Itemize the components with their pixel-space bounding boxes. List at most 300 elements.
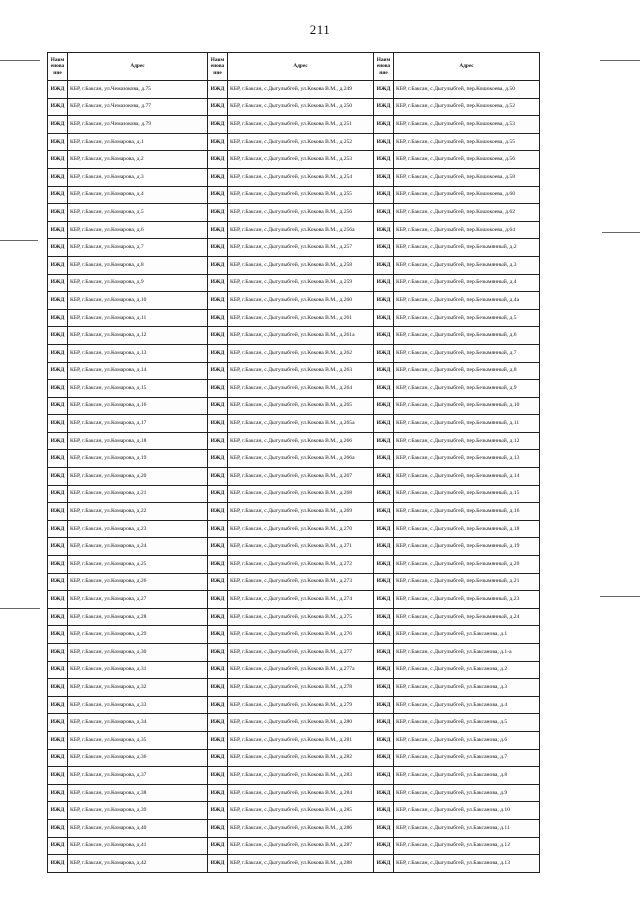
cell-address: КБР, г.Баксан, с.Дыгулыбгей, ул.Кокова В.М., д.258 [228,256,374,274]
table-row [48,591,540,609]
cell-kind: ИЖД [374,116,394,134]
cell-kind: ИЖД [374,802,394,820]
cell-kind: ИЖД [208,749,228,767]
table-body [48,81,540,873]
cell-kind: ИЖД [48,344,68,362]
cell-address: КБР, г.Баксан, с.Дыгулыбгей, ул.Кокова В.М., д.272 [228,556,374,574]
table-row [48,714,540,732]
cell-kind: ИЖД [208,415,228,433]
cell-address: КБР, г.Баксан, с.Дыгулыбгей, ул.Кокова В.М., д.254 [228,168,374,186]
cell-address: КБР, г.Баксан, ул.Комарова, д.21 [68,485,208,503]
cell-kind: ИЖД [208,591,228,609]
cell-address: КБР, г.Баксан, с.Дыгулыбгей, ул.Кокова В.М., д.275 [228,608,374,626]
cell-kind: ИЖД [48,116,68,134]
cell-kind: ИЖД [374,556,394,574]
cell-address: КБР, г.Баксан, с.Дыгулыбгей, ул.Кокова В.М., д.274 [228,591,374,609]
cell-kind: ИЖД [374,573,394,591]
cell-address: КБР, г.Баксан, с.Дыгулыбгей, ул.Кокова В.М., д.277 [228,644,374,662]
cell-address: КБР, г.Баксан, с.Дыгулыбгей, пер.Безымянный, д.11 [394,415,540,433]
cell-address: КБР, г.Баксан, ул.Чемазокова, д.75 [68,81,208,99]
table-row [48,468,540,486]
cell-kind: ИЖД [208,767,228,785]
table-row [48,485,540,503]
table-row [48,520,540,538]
cell-address: КБР, г.Баксан, ул.Комарова, д.38 [68,784,208,802]
cell-kind: ИЖД [374,608,394,626]
cell-kind: ИЖД [208,186,228,204]
cell-address: КБР, г.Баксан, ул.Комарова, д.12 [68,327,208,345]
cell-address: КБР, г.Баксан, с.Дыгулыбгей, пер.Кошокоева, д.50 [394,81,540,99]
cell-address: КБР, г.Баксан, ул.Комарова, д.26 [68,573,208,591]
cell-address: КБР, г.Баксан, ул.Комарова, д.15 [68,380,208,398]
cell-kind: ИЖД [374,767,394,785]
cell-address: КБР, г.Баксан, ул.Комарова, д.35 [68,731,208,749]
page-number: 211 [309,22,331,37]
cell-kind: ИЖД [48,696,68,714]
cell-kind: ИЖД [374,644,394,662]
cell-kind: ИЖД [48,802,68,820]
table-row [48,503,540,521]
cell-address: КБР, г.Баксан, с.Дыгулыбгей, ул.Кокова В.М., д.283 [228,767,374,785]
header-name-3: Наим енова ние [374,53,394,81]
table-row [48,116,540,134]
cell-address: КБР, г.Баксан, с.Дыгулыбгей, ул.Кокова В.М., д.255 [228,186,374,204]
cell-address: КБР, г.Баксан, ул.Комарова, д.22 [68,503,208,521]
cell-kind: ИЖД [208,292,228,310]
cell-address: КБР, г.Баксан, с.Дыгулыбгей, ул.Баксанова, д.2 [394,661,540,679]
cell-address: КБР, г.Баксан, с.Дыгулыбгей, ул.Баксанова, д.12 [394,837,540,855]
cell-kind: ИЖД [208,520,228,538]
cell-address: КБР, г.Баксан, с.Дыгулыбгей, ул.Кокова В.М., д.261а [228,327,374,345]
table-row [48,98,540,116]
cell-address: КБР, г.Баксан, ул.Комарова, д.42 [68,855,208,873]
cell-address: КБР, г.Баксан, с.Дыгулыбгей, пер.Безымянный, д.7 [394,344,540,362]
cell-kind: ИЖД [208,556,228,574]
cell-address: КБР, г.Баксан, с.Дыгулыбгей, ул.Кокова В.М., д.267 [228,468,374,486]
cell-kind: ИЖД [208,168,228,186]
table-row [48,186,540,204]
cell-address: КБР, г.Баксан, ул.Комарова, д.4 [68,186,208,204]
cell-address: КБР, г.Баксан, с.Дыгулыбгей, ул.Кокова В.М., д.251 [228,116,374,134]
cell-address: КБР, г.Баксан, с.Дыгулыбгей, пер.Кошокоева, д.60 [394,186,540,204]
cell-kind: ИЖД [48,151,68,169]
cell-address: КБР, г.Баксан, с.Дыгулыбгей, пер.Безымянный, д.12 [394,432,540,450]
header-name-1: Наим енова ние [48,53,68,81]
cell-kind: ИЖД [48,855,68,873]
cell-address: КБР, г.Баксан, с.Дыгулыбгей, пер.Безымянный, д.24 [394,608,540,626]
cell-kind: ИЖД [208,503,228,521]
cell-kind: ИЖД [208,644,228,662]
cell-address: КБР, г.Баксан, ул.Чемазокова, д.77 [68,98,208,116]
cell-address: КБР, г.Баксан, с.Дыгулыбгей, пер.Безымянный, д.21 [394,573,540,591]
cell-address: КБР, г.Баксан, с.Дыгулыбгей, пер.Безымянный, д.9 [394,380,540,398]
cell-kind: ИЖД [208,696,228,714]
cell-address: КБР, г.Баксан, ул.Комарова, д.19 [68,450,208,468]
table-row [48,327,540,345]
table-row [48,644,540,662]
cell-kind: ИЖД [374,819,394,837]
cell-address: КБР, г.Баксан, с.Дыгулыбгей, пер.Безымянный, д.3 [394,256,540,274]
cell-address: КБР, г.Баксан, с.Дыгулыбгей, ул.Кокова В.М., д.259 [228,274,374,292]
cell-address: КБР, г.Баксан, с.Дыгулыбгей, ул.Кокова В.М., д.271 [228,538,374,556]
cell-address: КБР, г.Баксан, ул.Комарова, д.41 [68,837,208,855]
cell-kind: ИЖД [48,749,68,767]
cell-address: КБР, г.Баксан, с.Дыгулыбгей, пер.Безымянный, д.5 [394,309,540,327]
table-row [48,432,540,450]
cell-kind: ИЖД [374,274,394,292]
cell-address: КБР, г.Баксан, ул.Комарова, д.1 [68,133,208,151]
table-row [48,626,540,644]
cell-address: КБР, г.Баксан, с.Дыгулыбгей, ул.Кокова В.М., д.288 [228,855,374,873]
cell-kind: ИЖД [208,626,228,644]
cell-kind: ИЖД [374,362,394,380]
cell-kind: ИЖД [48,432,68,450]
cell-kind: ИЖД [374,133,394,151]
cell-kind: ИЖД [48,837,68,855]
cell-address: КБР, г.Баксан, с.Дыгулыбгей, ул.Кокова В.М., д.266а [228,450,374,468]
cell-address: КБР, г.Баксан, ул.Комарова, д.34 [68,714,208,732]
cell-address: КБР, г.Баксан, ул.Комарова, д.13 [68,344,208,362]
table-row [48,679,540,697]
header-name-2: Наим енова ние [208,53,228,81]
cell-kind: ИЖД [374,837,394,855]
cell-kind: ИЖД [48,731,68,749]
cell-address: КБР, г.Баксан, ул.Комарова, д.8 [68,256,208,274]
cell-address: КБР, г.Баксан, с.Дыгулыбгей, пер.Безымянный, д.4а [394,292,540,310]
cell-address: КБР, г.Баксан, с.Дыгулыбгей, ул.Кокова В.М., д.284 [228,784,374,802]
cell-address: КБР, г.Баксан, с.Дыгулыбгей, ул.Кокова В.М., д.278 [228,679,374,697]
header-address-3: Адрес [394,53,540,81]
cell-kind: ИЖД [374,679,394,697]
cell-kind: ИЖД [48,819,68,837]
table-row [48,168,540,186]
cell-kind: ИЖД [48,626,68,644]
cell-kind: ИЖД [48,644,68,662]
table-row [48,855,540,873]
cell-kind: ИЖД [48,767,68,785]
cell-address: КБР, г.Баксан, с.Дыгулыбгей, ул.Баксанова, д.5 [394,714,540,732]
table-row [48,151,540,169]
cell-address: КБР, г.Баксан, с.Дыгулыбгей, пер.Безымянный, д.20 [394,556,540,574]
cell-kind: ИЖД [374,432,394,450]
cell-kind: ИЖД [48,98,68,116]
cell-kind: ИЖД [208,380,228,398]
table-row [48,731,540,749]
cell-address: КБР, г.Баксан, ул.Комарова, д.16 [68,397,208,415]
table-row [48,274,540,292]
table-row [48,221,540,239]
cell-address: КБР, г.Баксан, с.Дыгулыбгей, ул.Кокова В.М., д.268 [228,485,374,503]
cell-address: КБР, г.Баксан, с.Дыгулыбгей, пер.Безымянный, д.23 [394,591,540,609]
cell-kind: ИЖД [48,292,68,310]
cell-kind: ИЖД [208,802,228,820]
table-row [48,256,540,274]
cell-address: КБР, г.Баксан, ул.Комарова, д.27 [68,591,208,609]
cell-address: КБР, г.Баксан, ул.Комарова, д.29 [68,626,208,644]
table-header-row [48,53,540,81]
cell-kind: ИЖД [48,168,68,186]
cell-kind: ИЖД [208,274,228,292]
header-address-2: Адрес [228,53,374,81]
cell-kind: ИЖД [208,450,228,468]
cell-kind: ИЖД [374,696,394,714]
cell-kind: ИЖД [208,819,228,837]
cell-address: КБР, г.Баксан, с.Дыгулыбгей, ул.Кокова В.М., д.279 [228,696,374,714]
table-row [48,608,540,626]
cell-address: КБР, г.Баксан, с.Дыгулыбгей, ул.Баксанова, д.6 [394,731,540,749]
cell-address: КБР, г.Баксан, с.Дыгулыбгей, пер.Безымянный, д.19 [394,538,540,556]
cell-kind: ИЖД [48,362,68,380]
cell-kind: ИЖД [208,98,228,116]
cell-address: КБР, г.Баксан, ул.Комарова, д.9 [68,274,208,292]
cell-address: КБР, г.Баксан, с.Дыгулыбгей, ул.Кокова В.М., д.287 [228,837,374,855]
cell-address: КБР, г.Баксан, с.Дыгулыбгей, ул.Баксанова, д.3 [394,679,540,697]
cell-kind: ИЖД [374,168,394,186]
table-row [48,767,540,785]
cell-kind: ИЖД [208,784,228,802]
cell-kind: ИЖД [48,186,68,204]
table-row [48,292,540,310]
cell-address: КБР, г.Баксан, с.Дыгулыбгей, ул.Кокова В.М., д.281 [228,731,374,749]
cell-address: КБР, г.Баксан, с.Дыгулыбгей, ул.Кокова В.М., д.256а [228,221,374,239]
cell-address: КБР, г.Баксан, ул.Комарова, д.36 [68,749,208,767]
cell-address: КБР, г.Баксан, с.Дыгулыбгей, ул.Кокова В.М., д.252 [228,133,374,151]
table-row [48,696,540,714]
cell-kind: ИЖД [208,151,228,169]
cell-kind: ИЖД [374,485,394,503]
cell-address: КБР, г.Баксан, с.Дыгулыбгей, ул.Кокова В.М., д.276 [228,626,374,644]
cell-kind: ИЖД [48,608,68,626]
cell-kind: ИЖД [208,661,228,679]
table-row [48,397,540,415]
cell-address: КБР, г.Баксан, с.Дыгулыбгей, ул.Кокова В.М., д.261 [228,309,374,327]
cell-address: КБР, г.Баксан, с.Дыгулыбгей, пер.Кошокоева, д.64 [394,221,540,239]
cell-kind: ИЖД [374,520,394,538]
table-row [48,380,540,398]
cell-address: КБР, г.Баксан, с.Дыгулыбгей, ул.Кокова В.М., д.269 [228,503,374,521]
cell-address: КБР, г.Баксан, с.Дыгулыбгей, ул.Баксанова, д.10 [394,802,540,820]
table-row [48,749,540,767]
cell-kind: ИЖД [374,380,394,398]
cell-address: КБР, г.Баксан, с.Дыгулыбгей, пер.Безымянный, д.18 [394,520,540,538]
table-row [48,133,540,151]
cell-kind: ИЖД [374,855,394,873]
cell-address: КБР, г.Баксан, с.Дыгулыбгей, ул.Баксанова, д.1 [394,626,540,644]
cell-address: КБР, г.Баксан, с.Дыгулыбгей, ул.Кокова В.М., д.277а [228,661,374,679]
cell-kind: ИЖД [208,344,228,362]
cell-kind: ИЖД [208,608,228,626]
cell-address: КБР, г.Баксан, с.Дыгулыбгей, ул.Баксанова, д.4 [394,696,540,714]
cell-kind: ИЖД [208,239,228,257]
cell-kind: ИЖД [374,714,394,732]
cell-kind: ИЖД [48,538,68,556]
cell-address: КБР, г.Баксан, с.Дыгулыбгей, пер.Безымянный, д.2 [394,239,540,257]
table-row [48,362,540,380]
cell-kind: ИЖД [48,679,68,697]
cell-kind: ИЖД [374,749,394,767]
cell-kind: ИЖД [48,485,68,503]
cell-address: КБР, г.Баксан, с.Дыгулыбгей, ул.Кокова В.М., д.280 [228,714,374,732]
cell-address: КБР, г.Баксан, ул.Комарова, д.40 [68,819,208,837]
cell-kind: ИЖД [208,397,228,415]
cell-address: КБР, г.Баксан, с.Дыгулыбгей, ул.Кокова В.М., д.260 [228,292,374,310]
cell-address: КБР, г.Баксан, с.Дыгулыбгей, ул.Кокова В.М., д.265 [228,397,374,415]
table-row [48,784,540,802]
table-row [48,309,540,327]
cell-address: КБР, г.Баксан, с.Дыгулыбгей, ул.Кокова В.М., д.270 [228,520,374,538]
cell-address: КБР, г.Баксан, с.Дыгулыбгей, пер.Кошокоева, д.55 [394,133,540,151]
cell-address: КБР, г.Баксан, с.Дыгулыбгей, ул.Кокова В.М., д.286 [228,819,374,837]
cell-address: КБР, г.Баксан, с.Дыгулыбгей, ул.Баксанова, д.7 [394,749,540,767]
cell-address: КБР, г.Баксан, с.Дыгулыбгей, ул.Кокова В.М., д.253 [228,151,374,169]
cell-address: КБР, г.Баксан, с.Дыгулыбгей, ул.Кокова В.М., д.282 [228,749,374,767]
cell-address: КБР, г.Баксан, ул.Комарова, д.17 [68,415,208,433]
cell-kind: ИЖД [374,731,394,749]
cell-kind: ИЖД [208,538,228,556]
cell-address: КБР, г.Баксан, с.Дыгулыбгей, ул.Кокова В.М., д.263 [228,362,374,380]
cell-kind: ИЖД [208,221,228,239]
cell-kind: ИЖД [208,714,228,732]
cell-address: КБР, г.Баксан, ул.Комарова, д.32 [68,679,208,697]
cell-kind: ИЖД [208,116,228,134]
cell-kind: ИЖД [374,221,394,239]
table-row [48,556,540,574]
table-row [48,204,540,222]
cell-kind: ИЖД [374,538,394,556]
cell-address: КБР, г.Баксан, с.Дыгулыбгей, пер.Кошокоева, д.53 [394,116,540,134]
cell-kind: ИЖД [48,274,68,292]
cell-kind: ИЖД [374,591,394,609]
cell-address: КБР, г.Баксан, ул.Комарова, д.6 [68,221,208,239]
table-row [48,661,540,679]
cell-address: КБР, г.Баксан, с.Дыгулыбгей, пер.Безымянный, д.6 [394,327,540,345]
cell-address: КБР, г.Баксан, с.Дыгулыбгей, ул.Кокова В.М., д.285 [228,802,374,820]
cell-kind: ИЖД [208,837,228,855]
cell-address: КБР, г.Баксан, с.Дыгулыбгей, пер.Безымянный, д.10 [394,397,540,415]
cell-address: КБР, г.Баксан, ул.Комарова, д.25 [68,556,208,574]
cell-kind: ИЖД [48,133,68,151]
cell-kind: ИЖД [208,432,228,450]
cell-address: КБР, г.Баксан, с.Дыгулыбгей, ул.Кокова В.М., д.249 [228,81,374,99]
cell-kind: ИЖД [48,309,68,327]
cell-kind: ИЖД [374,292,394,310]
address-table [47,52,540,873]
table-row [48,819,540,837]
cell-kind: ИЖД [48,256,68,274]
cell-address: КБР, г.Баксан, ул.Комарова, д.20 [68,468,208,486]
cell-address: КБР, г.Баксан, с.Дыгулыбгей, ул.Баксанова, д.9 [394,784,540,802]
cell-kind: ИЖД [48,520,68,538]
cell-address: КБР, г.Баксан, ул.Комарова, д.14 [68,362,208,380]
cell-address: КБР, г.Баксан, ул.Комарова, д.18 [68,432,208,450]
cell-address: КБР, г.Баксан, с.Дыгулыбгей, пер.Кошокоева, д.58 [394,168,540,186]
cell-kind: ИЖД [374,784,394,802]
cell-address: КБР, г.Баксан, ул.Комарова, д.2 [68,151,208,169]
cell-kind: ИЖД [208,468,228,486]
cell-kind: ИЖД [48,573,68,591]
cell-address: КБР, г.Баксан, с.Дыгулыбгей, пер.Кошокоева, д.62 [394,204,540,222]
cell-address: КБР, г.Баксан, с.Дыгулыбгей, пер.Безымянный, д.16 [394,503,540,521]
cell-address: КБР, г.Баксан, ул.Комарова, д.11 [68,309,208,327]
cell-address: КБР, г.Баксан, с.Дыгулыбгей, пер.Безымянный, д.8 [394,362,540,380]
cell-address: КБР, г.Баксан, ул.Комарова, д.7 [68,239,208,257]
cell-kind: ИЖД [374,397,394,415]
cell-kind: ИЖД [208,362,228,380]
cell-address: КБР, г.Баксан, с.Дыгулыбгей, пер.Кошокоева, д.56 [394,151,540,169]
cell-kind: ИЖД [208,309,228,327]
cell-address: КБР, г.Баксан, с.Дыгулыбгей, пер.Безымянный, д.15 [394,485,540,503]
cell-address: КБР, г.Баксан, ул.Комарова, д.30 [68,644,208,662]
cell-kind: ИЖД [374,626,394,644]
cell-address: КБР, г.Баксан, ул.Комарова, д.28 [68,608,208,626]
table-row [48,450,540,468]
cell-address: КБР, г.Баксан, ул.Комарова, д.5 [68,204,208,222]
table-row [48,802,540,820]
cell-kind: ИЖД [374,309,394,327]
cell-address: КБР, г.Баксан, с.Дыгулыбгей, пер.Безымянный, д.13 [394,450,540,468]
cell-kind: ИЖД [374,186,394,204]
cell-address: КБР, г.Баксан, с.Дыгулыбгей, ул.Кокова В.М., д.265а [228,415,374,433]
cell-kind: ИЖД [208,327,228,345]
cell-address: КБР, г.Баксан, с.Дыгулыбгей, ул.Баксанова, д.13 [394,855,540,873]
cell-kind: ИЖД [48,784,68,802]
cell-address: КБР, г.Баксан, ул.Комарова, д.31 [68,661,208,679]
cell-address: КБР, г.Баксан, ул.Комарова, д.3 [68,168,208,186]
cell-address: КБР, г.Баксан, с.Дыгулыбгей, ул.Баксанова, д.8 [394,767,540,785]
cell-address: КБР, г.Баксан, с.Дыгулыбгей, ул.Кокова В.М., д.266 [228,432,374,450]
cell-kind: ИЖД [48,468,68,486]
cell-kind: ИЖД [374,450,394,468]
cell-address: КБР, г.Баксан, с.Дыгулыбгей, ул.Баксанова, д.11 [394,819,540,837]
cell-kind: ИЖД [48,239,68,257]
cell-kind: ИЖД [48,204,68,222]
header-address-1: Адрес [68,53,208,81]
cell-kind: ИЖД [374,151,394,169]
cell-kind: ИЖД [48,503,68,521]
cell-address: КБР, г.Баксан, с.Дыгулыбгей, ул.Кокова В.М., д.256 [228,204,374,222]
cell-address: КБР, г.Баксан, ул.Чемазокова, д.79 [68,116,208,134]
cell-kind: ИЖД [48,380,68,398]
cell-address: КБР, г.Баксан, с.Дыгулыбгей, ул.Кокова В.М., д.257 [228,239,374,257]
cell-kind: ИЖД [374,98,394,116]
cell-kind: ИЖД [374,468,394,486]
table-row [48,415,540,433]
cell-kind: ИЖД [208,855,228,873]
cell-kind: ИЖД [208,204,228,222]
cell-kind: ИЖД [374,204,394,222]
cell-kind: ИЖД [374,661,394,679]
table-row [48,538,540,556]
cell-kind: ИЖД [48,221,68,239]
cell-kind: ИЖД [374,344,394,362]
cell-address: КБР, г.Баксан, ул.Комарова, д.10 [68,292,208,310]
cell-address: КБР, г.Баксан, с.Дыгулыбгей, ул.Кокова В.М., д.250 [228,98,374,116]
table-row [48,239,540,257]
cell-address: КБР, г.Баксан, ул.Комарова, д.37 [68,767,208,785]
cell-address: КБР, г.Баксан, с.Дыгулыбгей, ул.Кокова В.М., д.264 [228,380,374,398]
cell-kind: ИЖД [208,81,228,99]
cell-kind: ИЖД [374,239,394,257]
cell-address: КБР, г.Баксан, ул.Комарова, д.23 [68,520,208,538]
cell-address: КБР, г.Баксан, с.Дыгулыбгей, пер.Безымянный, д.14 [394,468,540,486]
cell-kind: ИЖД [208,679,228,697]
cell-address: КБР, г.Баксан, с.Дыгулыбгей, ул.Кокова В.М., д.273 [228,573,374,591]
cell-kind: ИЖД [374,415,394,433]
cell-kind: ИЖД [374,256,394,274]
table-row [48,344,540,362]
cell-kind: ИЖД [374,503,394,521]
cell-kind: ИЖД [48,556,68,574]
